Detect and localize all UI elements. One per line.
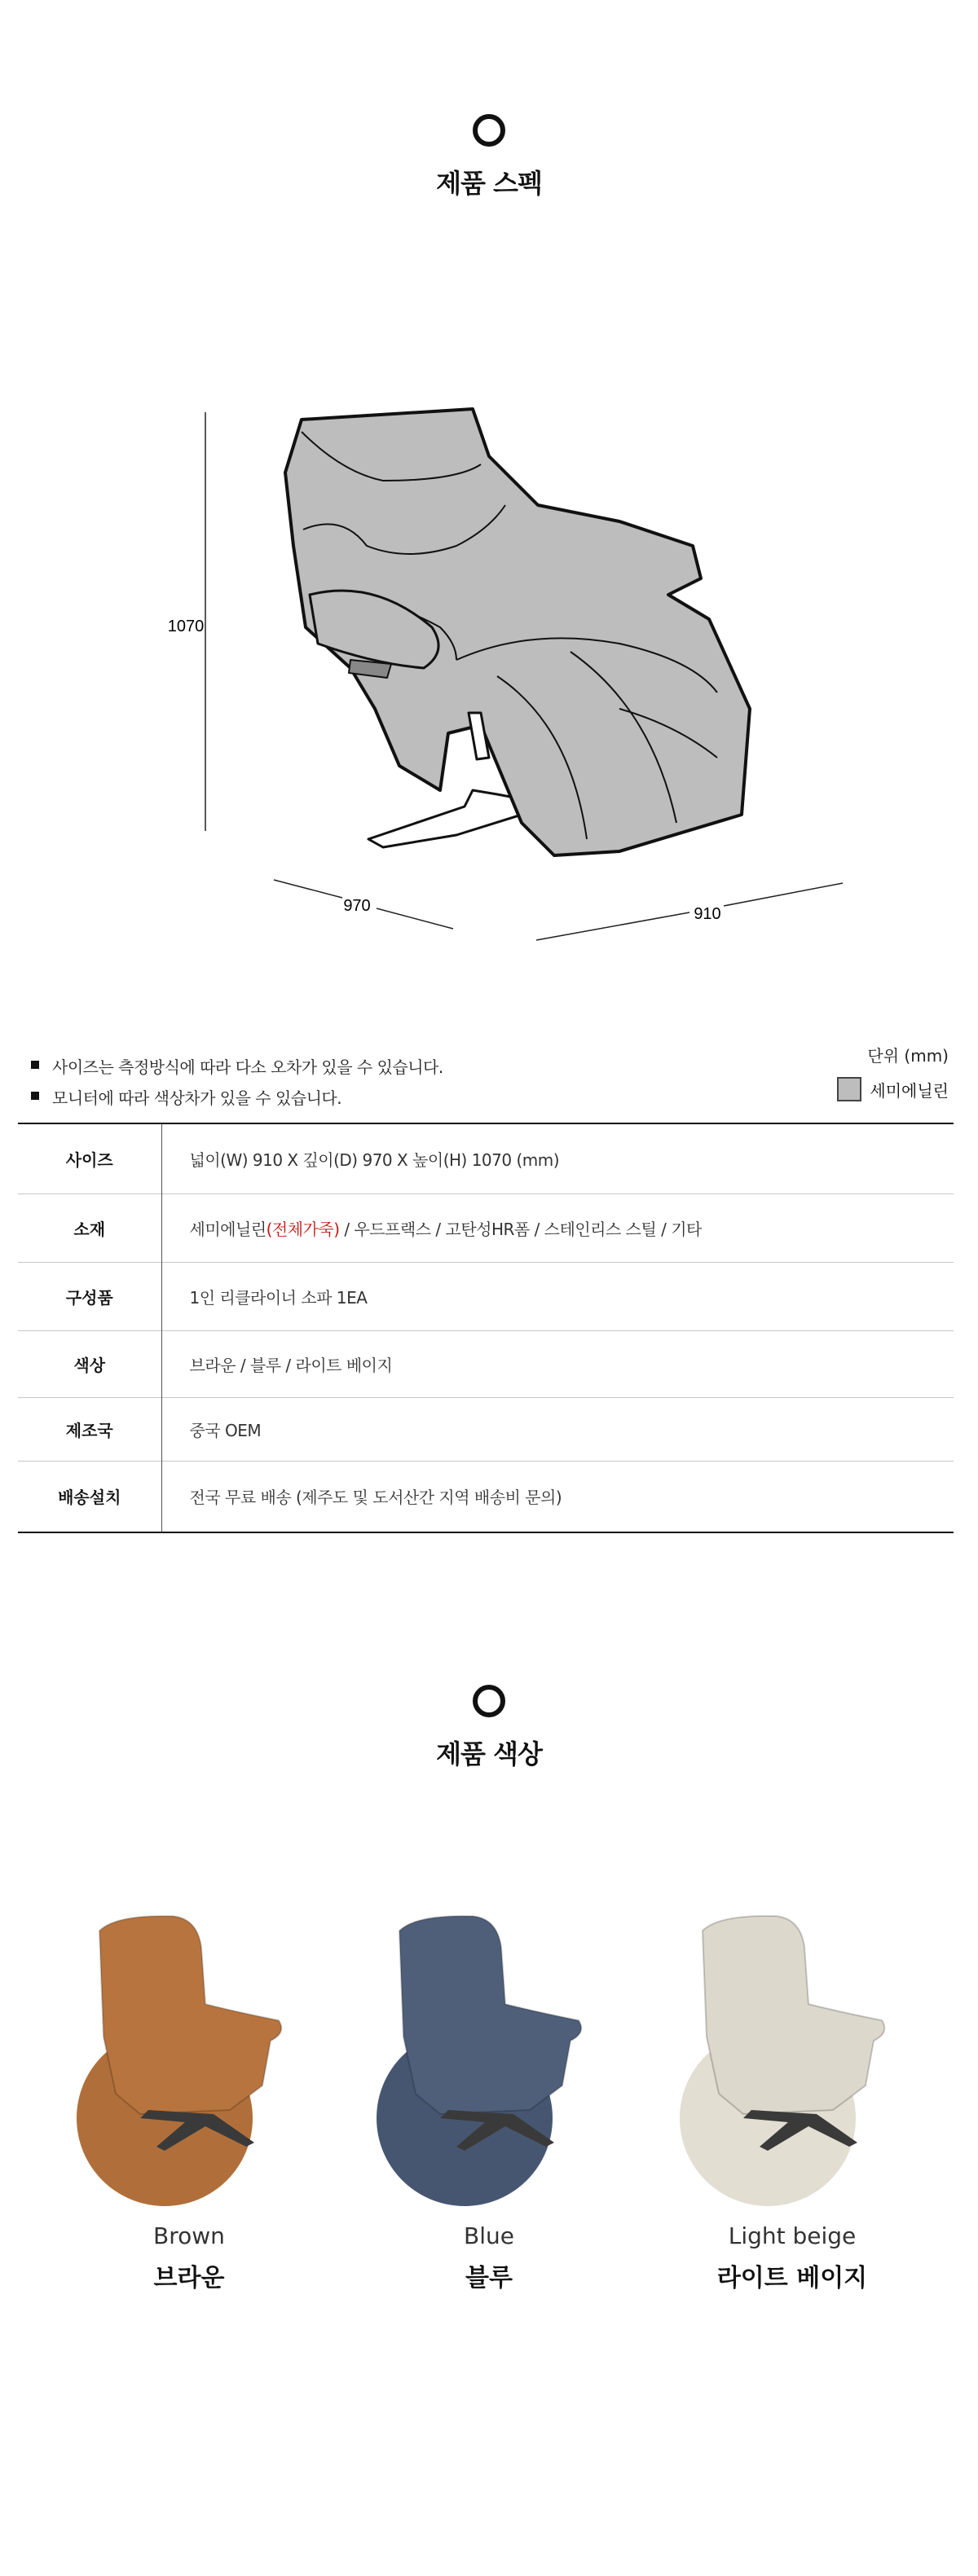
width-dimension-line-left (536, 912, 689, 940)
material-highlight: (전체가죽) (266, 1219, 340, 1239)
chair-body (703, 1916, 884, 2114)
material-value (161, 1193, 954, 1262)
material-legend (837, 1077, 949, 1101)
spec-table (18, 1123, 954, 1533)
color-name-en: Brown (153, 2222, 225, 2249)
color-name-ko: 브라운 (153, 2264, 225, 2292)
delivery-value: 전국 무료 배송 (제주도 및 도서산간 지역 배송비 문의) (189, 1488, 562, 1508)
note-item: 사이즈는 측정방식에 따라 다소 오차가 있을 수 있습니다. (31, 1054, 443, 1078)
chair-thumbnail (645, 1898, 939, 2208)
width-label: 910 (694, 905, 721, 923)
origin-value: 중국 OEM (189, 1420, 262, 1440)
depth-dimension-line-right (377, 908, 453, 929)
circle-icon (473, 1685, 505, 1717)
color-name-ko: 블루 (465, 2264, 513, 2292)
color-name-ko: 라이트 베이지 (716, 2264, 868, 2292)
color-section-title: 제품 색상 (436, 1739, 542, 1769)
note-item: 모니터에 따라 색상차가 있을 수 있습니다. (31, 1085, 443, 1109)
components-header: 구성품 (18, 1262, 161, 1330)
origin-header: 제조국 (18, 1397, 161, 1461)
chair-body (399, 1916, 581, 2114)
chair-dimension-diagram (0, 383, 978, 969)
recliner-illustration (285, 409, 750, 855)
components-value: 1인 리클라이너 소파 1EA (189, 1287, 368, 1308)
depth-label: 970 (343, 897, 371, 915)
color-name-en: Blue (464, 2222, 514, 2249)
color-header: 색상 (18, 1330, 161, 1397)
size-header: 사이즈 (18, 1123, 161, 1193)
color-option-brown[interactable] (42, 1898, 336, 2293)
legend-label: 세미에닐린 (870, 1080, 949, 1101)
color-name-en: Light beige (728, 2222, 857, 2249)
color-value: 브라운 / 블루 / 라이트 베이지 (189, 1355, 393, 1375)
color-option-light-beige[interactable] (645, 1898, 939, 2293)
notes-list (31, 1054, 443, 1116)
table-row (18, 1123, 954, 1193)
color-options (0, 1898, 978, 2322)
spec-section-title: 제품 스펙 (436, 168, 542, 199)
chair-body (99, 1916, 281, 2114)
table-row (18, 1193, 954, 1262)
table-row (18, 1330, 954, 1397)
width-dimension-line-right (724, 883, 843, 906)
table-row (18, 1397, 954, 1461)
chair-thumbnail (342, 1898, 636, 2208)
color-option-blue[interactable] (342, 1898, 636, 2293)
material-header: 소재 (18, 1193, 161, 1262)
spec-section-header (0, 114, 978, 200)
chair-thumbnail (42, 1898, 336, 2208)
circle-icon (473, 114, 505, 147)
color-section-header (0, 1685, 978, 1771)
depth-dimension-line-left (274, 880, 342, 898)
table-row (18, 1461, 954, 1532)
material-main: 세미에닐린 (189, 1219, 267, 1239)
delivery-header: 배송설치 (18, 1461, 161, 1532)
size-value: 넓이(W) 910 X 깊이(D) 970 X 높이(H) 1070 (mm) (189, 1150, 560, 1170)
unit-label: 단위 (mm) (867, 1046, 949, 1066)
height-label: 1070 (167, 618, 205, 635)
material-rest: / 우드프랙스 / 고탄성HR폼 / 스테인리스 스틸 / 기타 (339, 1219, 702, 1239)
table-row (18, 1262, 954, 1330)
material-swatch (837, 1077, 861, 1101)
